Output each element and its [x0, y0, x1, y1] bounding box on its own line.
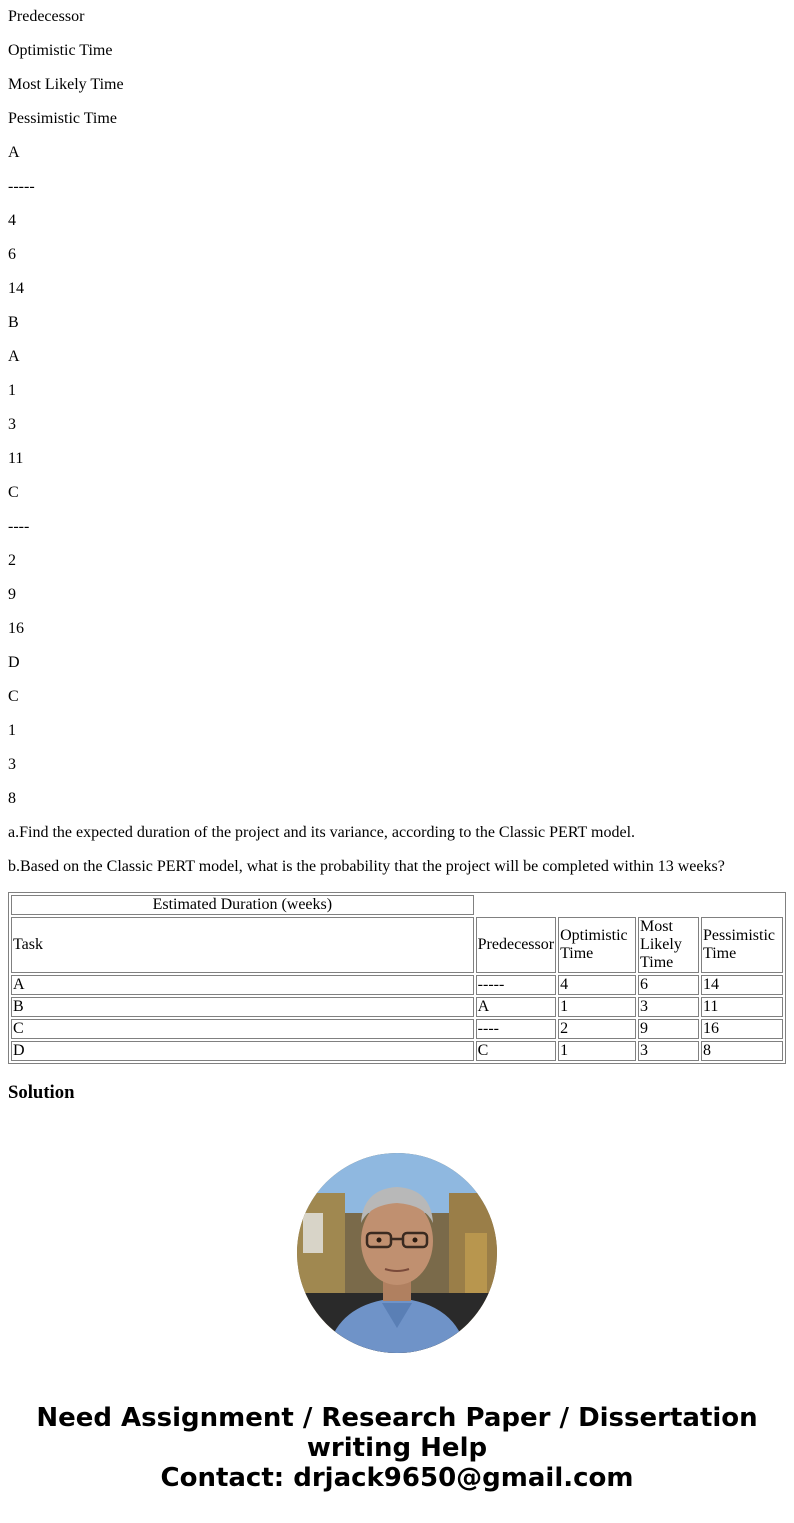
author-avatar — [297, 1153, 497, 1353]
cell-optimistic: 2 — [558, 1019, 636, 1039]
solution-heading: Solution — [8, 1082, 75, 1103]
intro-line: D — [8, 654, 20, 671]
question-a: a.Find the expected duration of the project and its variance, according to the Classic PERT model. — [8, 824, 636, 841]
cell-most-likely: 9 — [638, 1019, 699, 1039]
intro-line: 2 — [8, 552, 16, 569]
intro-line: C — [8, 484, 19, 501]
cell-task: B — [11, 997, 474, 1017]
header-task: Task — [11, 917, 474, 973]
cell-pessimistic: 14 — [701, 975, 783, 995]
intro-line: Pessimistic Time — [8, 110, 117, 127]
header-most-likely-time: Most Likely Time — [638, 917, 699, 973]
intro-line: A — [8, 348, 20, 365]
intro-line: 3 — [8, 756, 16, 773]
intro-line: Predecessor — [8, 8, 85, 25]
intro-line: A — [8, 144, 20, 161]
intro-line: 3 — [8, 416, 16, 433]
intro-line: ---- — [8, 518, 30, 535]
cell-pessimistic: 8 — [701, 1041, 783, 1061]
header-optimistic-time: Optimistic Time — [558, 917, 636, 973]
intro-line: Most Likely Time — [8, 76, 124, 93]
intro-line: 9 — [8, 586, 16, 603]
table-caption-spacer — [476, 895, 783, 915]
table-row — [11, 975, 783, 995]
intro-line: B — [8, 314, 19, 331]
intro-line: ----- — [8, 178, 35, 195]
intro-line: 16 — [8, 620, 24, 637]
table-row — [11, 1041, 783, 1061]
table-row — [11, 997, 783, 1017]
intro-line: 14 — [8, 280, 24, 297]
problem-text — [8, 0, 786, 884]
cell-most-likely: 3 — [638, 997, 699, 1017]
promo-banner — [0, 1403, 794, 1493]
intro-line: 1 — [8, 722, 16, 739]
table-caption-row — [11, 895, 783, 915]
cell-predecessor: ---- — [476, 1019, 556, 1039]
cell-predecessor: C — [476, 1041, 556, 1061]
question-b: b.Based on the Classic PERT model, what is the probability that the project will be completed within 13 weeks? — [8, 858, 725, 875]
cell-optimistic: 4 — [558, 975, 636, 995]
intro-line: Optimistic Time — [8, 42, 113, 59]
cell-task: D — [11, 1041, 474, 1061]
cell-predecessor: A — [476, 997, 556, 1017]
intro-line: 8 — [8, 790, 16, 807]
intro-line: C — [8, 688, 19, 705]
promo-line-2: writing Help — [306, 1433, 488, 1463]
table-caption: Estimated Duration (weeks) — [11, 895, 474, 915]
cell-optimistic: 1 — [558, 1041, 636, 1061]
promo-contact: Contact: drjack9650@gmail.com — [160, 1463, 634, 1493]
cell-pessimistic: 16 — [701, 1019, 783, 1039]
cell-predecessor: ----- — [476, 975, 556, 995]
cell-pessimistic: 11 — [701, 997, 783, 1017]
cell-most-likely: 6 — [638, 975, 699, 995]
intro-line: 4 — [8, 212, 16, 229]
cell-task: C — [11, 1019, 474, 1039]
cell-most-likely: 3 — [638, 1041, 699, 1061]
intro-line: 11 — [8, 450, 24, 467]
promo-line-1: Need Assignment / Research Paper / Dissertation — [36, 1403, 758, 1433]
header-pessimistic-time: Pessimistic Time — [701, 917, 783, 973]
pert-estimates-table — [8, 892, 786, 1064]
cell-task: A — [11, 975, 474, 995]
header-predecessor: Predecessor — [476, 917, 556, 973]
table-header-row — [11, 917, 783, 973]
author-portrait-icon — [297, 1153, 497, 1353]
intro-line: 6 — [8, 246, 16, 263]
cell-optimistic: 1 — [558, 997, 636, 1017]
table-row — [11, 1019, 783, 1039]
intro-line: 1 — [8, 382, 16, 399]
